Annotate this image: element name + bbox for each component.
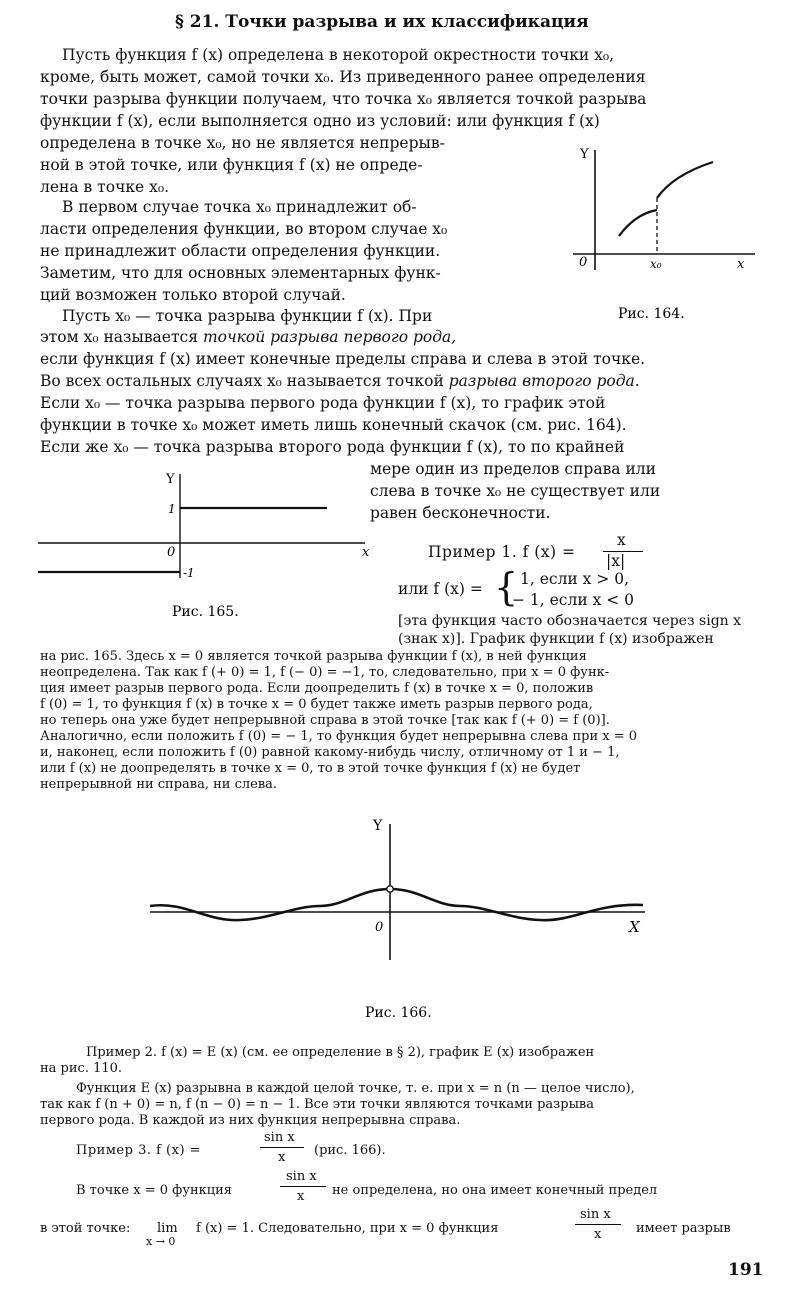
- text-line: [эта функция часто обозначается через sign x: [398, 613, 742, 629]
- text-line: функции в точке x₀ может иметь лишь конечный скачок (см. рис. 164).: [40, 416, 627, 434]
- text-line: неопределена. Так как f (+ 0) = 1, f (− 0) = −1, то, следовательно, при x = 0 функ-: [40, 665, 610, 680]
- term-first-kind: точкой разрыва первого рода,: [202, 328, 457, 346]
- text-fragment: в этой точке:: [40, 1221, 131, 1236]
- fraction-numerator: sin x: [264, 1130, 295, 1145]
- limit-operator: lim: [157, 1221, 178, 1236]
- figure-164: [565, 140, 765, 325]
- tick-label-minus-1: -1: [183, 566, 195, 580]
- text-line: В первом случае точка x₀ принадлежит об-: [62, 198, 417, 216]
- hole-marker: [387, 886, 393, 892]
- origin-label: 0: [579, 255, 588, 270]
- text-fragment: не определена, но она имеет конечный предел: [332, 1183, 658, 1198]
- left-branch: [619, 210, 657, 236]
- text-fragment: В точке x = 0 функция: [76, 1183, 232, 1198]
- text-fragment: f (x) = 1. Следовательно, при x = 0 функция: [196, 1221, 499, 1236]
- text-line: (знак x)]. График функции f (x) изображен: [398, 631, 714, 647]
- text-line: Заметим, что для основных элементарных функ-: [40, 264, 441, 282]
- text-line: Пусть x₀ — точка разрыва функции f (x). При: [62, 307, 433, 325]
- text-line: определена в точке x₀, но не является непрерыв-: [40, 134, 445, 152]
- figure-caption: Рис. 164.: [618, 306, 685, 322]
- fraction-denominator: x: [297, 1189, 305, 1204]
- text-line: Функция E (x) разрывна в каждой целой точке, т. е. при x = n (n — целое число),: [76, 1081, 635, 1096]
- piecewise-lead: или f (x) =: [398, 580, 483, 598]
- text-line: мере один из пределов справа или: [370, 460, 656, 478]
- text-fragment: (рис. 166).: [314, 1143, 386, 1158]
- x-label: x: [362, 545, 370, 560]
- text-line: непрерывной ни справа, ни слева.: [40, 777, 278, 792]
- fraction-bar: [260, 1147, 304, 1148]
- fraction-numerator: x: [617, 531, 626, 549]
- fraction-bar: [575, 1224, 621, 1225]
- text-line: точки разрыва функции получаем, что точка x₀ является точкой разрыва: [40, 90, 647, 108]
- text-line: равен бесконечности.: [370, 504, 551, 522]
- origin-label: 0: [375, 920, 384, 935]
- text-line: на рис. 165. Здесь x = 0 является точкой разрыва функции f (x), в ней функция: [40, 649, 587, 664]
- text-line: не принадлежит области определения функции.: [40, 242, 441, 260]
- y-label: Y: [373, 818, 383, 834]
- page-number: 191: [728, 1260, 764, 1280]
- figure-caption: Рис. 165.: [172, 604, 239, 620]
- text-line: но теперь она уже будет непрерывной справа в этой точке [так как f (+ 0) = f (0)].: [40, 713, 610, 728]
- text-line: Во всех остальных случаях x₀ называется точкой разрыва второго рода.: [40, 372, 640, 390]
- text-line: этом x₀ называется точкой разрыва первого рода,: [40, 328, 457, 346]
- fraction-denominator: x: [278, 1150, 286, 1165]
- term-second-kind: разрыва второго рода.: [448, 372, 640, 390]
- text-line: ной в этой точке, или функция f (x) не опреде-: [40, 156, 423, 174]
- text-line: ция имеет разрыв первого рода. Если доопределить f (x) в точке x = 0, положив: [40, 681, 594, 696]
- text-line: кроме, быть может, самой точки x₀. Из приведенного ранее определения: [40, 68, 646, 86]
- piecewise-case: 1, если x > 0,: [520, 570, 630, 588]
- text-line: первого рода. В каждой из них функция непрерывна справа.: [40, 1113, 461, 1128]
- piecewise-case: − 1, если x < 0: [512, 591, 635, 609]
- text-line: ласти определения функции, во втором случае x₀: [40, 220, 448, 238]
- figure-165: [35, 468, 380, 628]
- text-line: слева в точке x₀ не существует или: [370, 482, 661, 500]
- y-label: Y: [166, 472, 175, 487]
- text-line: Если же x₀ — точка разрыва второго рода функции f (x), то по крайней: [40, 438, 625, 456]
- page-title: § 21. Точки разрыва и их классификация: [175, 12, 589, 32]
- fraction-bar: [280, 1186, 326, 1187]
- sinc-curve: [150, 889, 643, 920]
- text-line: если функция f (x) имеет конечные пределы справа и слева в этой точке.: [40, 350, 646, 368]
- fraction-numerator: sin x: [286, 1169, 317, 1184]
- origin-label: 0: [167, 545, 176, 560]
- text-line: f (0) = 1, то функция f (x) в точке x = 0 будет также иметь разрыв первого рода,: [40, 697, 593, 712]
- text-line: функции f (x), если выполняется одно из условий: или функция f (x): [40, 112, 600, 130]
- example-1-head: Пример 1. f (x) =: [428, 543, 576, 561]
- figure-caption: Рис. 166.: [365, 1005, 432, 1021]
- text-line: Пример 2. f (x) = E (x) (см. ее определение в § 2), график E (x) изображен: [86, 1045, 595, 1060]
- right-branch: [657, 162, 713, 198]
- example-3-head: Пример 3. f (x) =: [76, 1143, 202, 1158]
- x0-label: x₀: [650, 257, 662, 271]
- text-line: Пусть функция f (x) определена в некоторой окрестности точки x₀,: [62, 46, 615, 64]
- limit-subscript: x → 0: [146, 1235, 176, 1248]
- text-line: Аналогично, если положить f (0) = − 1, то функция будет непрерывна слева при x = 0: [40, 729, 638, 744]
- text-fragment: имеет разрыв: [636, 1221, 731, 1236]
- fraction-denominator: x: [594, 1227, 602, 1242]
- text-line: ций возможен только второй случай.: [40, 286, 346, 304]
- y-label: Y: [580, 147, 589, 162]
- text-line: на рис. 110.: [40, 1061, 123, 1076]
- figure-166: [145, 810, 665, 1025]
- tick-label-1: 1: [168, 502, 176, 516]
- fraction-denominator: |x|: [606, 552, 626, 570]
- text-line: лена в точке x₀.: [40, 178, 169, 196]
- text-line: Если x₀ — точка разрыва первого рода функции f (x), то график этой: [40, 394, 606, 412]
- brace-icon: {: [494, 565, 519, 609]
- text-line: и, наконец, если положить f (0) равной какому-нибудь числу, отличному от 1 и − 1,: [40, 745, 620, 760]
- text-line: или f (x) не доопределять в точке x = 0, то в этой точке функция f (x) не будет: [40, 761, 581, 776]
- x-label: x: [737, 257, 745, 272]
- text-line: так как f (n + 0) = n, f (n − 0) = n − 1. Все эти точки являются точками разрыва: [40, 1097, 594, 1112]
- x-label: X: [629, 918, 640, 936]
- fraction-numerator: sin x: [580, 1207, 611, 1222]
